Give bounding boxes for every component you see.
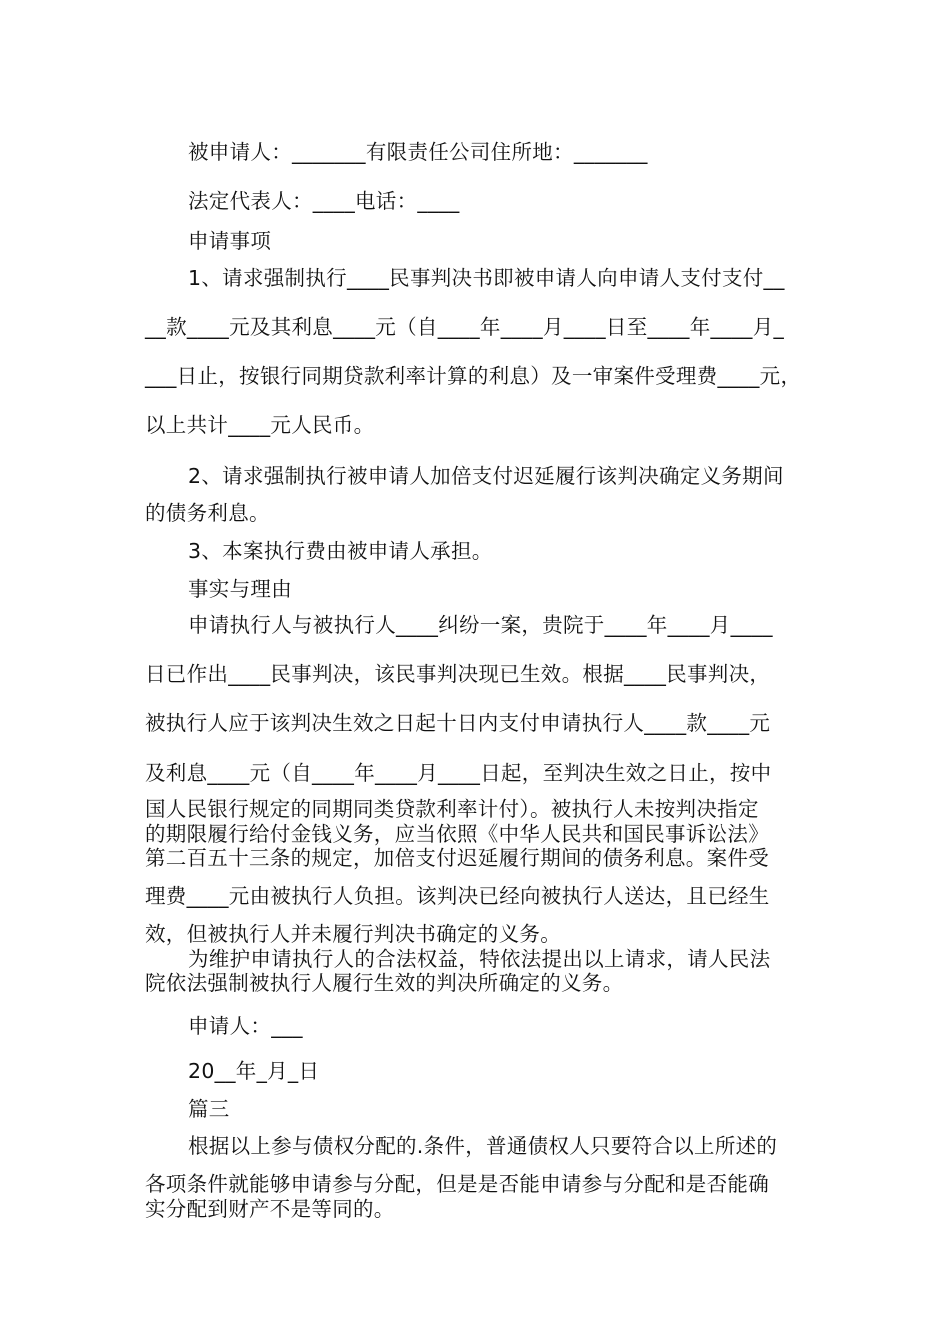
claim-1-line-3: ___日止，按银行同期贷款利率计算的利息）及一审案件受理费____元， xyxy=(145,364,802,388)
claim-2-line-2: 的债务利息。 xyxy=(145,501,270,525)
date-line: 20__年_月_日 xyxy=(188,1059,320,1083)
facts-line-6: 的期限履行给付金钱义务，应当依照《中华人民共和国民事诉讼法》 xyxy=(145,822,769,846)
section-heading-facts: 事实与理由 xyxy=(188,577,292,601)
facts-line-2: 日已作出____民事判决，该民事判决现已生效。根据____民事判决， xyxy=(145,662,771,686)
claim-1-line-1: 1、请求强制执行____民事判决书即被申请人向申请人支付支付__ xyxy=(188,266,785,290)
respondent-line: 被申请人：_______有限责任公司住所地：_______ xyxy=(188,140,648,164)
part-three-line-1: 根据以上参与债权分配的.条件，普通债权人只要符合以上所述的 xyxy=(188,1134,778,1158)
claim-1-line-2: __款____元及其利息____元（自____年____月____日至____年____月_ xyxy=(145,315,785,339)
section-heading-part-three: 篇三 xyxy=(188,1097,230,1121)
part-three-line-2: 各项条件就能够申请参与分配，但是是否能申请参与分配和是否能确 xyxy=(145,1172,769,1196)
claim-2-line-1: 2、请求强制执行被申请人加倍支付迟延履行该判决确定义务期间 xyxy=(188,464,784,488)
claim-1-line-4: 以上共计____元人民币。 xyxy=(145,413,375,437)
part-three-line-3: 实分配到财产不是等同的。 xyxy=(145,1197,395,1221)
facts-line-9: 效，但被执行人并未履行判决书确定的义务。 xyxy=(145,922,561,946)
facts-line-5: 国人民银行规定的同期同类贷款利率计付）。被执行人未按判决指定 xyxy=(145,797,759,821)
facts-line-1: 申请执行人与被执行人____纠纷一案，贵院于____年____月____ xyxy=(188,613,773,637)
facts-line-7: 第二百五十三条的规定，加倍支付迟延履行期间的债务利息。案件受 xyxy=(145,846,769,870)
applicant-signature-line: 申请人：___ xyxy=(188,1014,303,1038)
facts-line-4: 及利息____元（自____年____月____日起，至判决生效之日止，按中 xyxy=(145,761,772,785)
request-line-2: 院依法强制被执行人履行生效的判决所确定的义务。 xyxy=(145,971,624,995)
request-line-1: 为维护申请执行人的合法权益，特依法提出以上请求，请人民法 xyxy=(188,947,771,971)
section-heading-claims: 申请事项 xyxy=(188,229,272,253)
legal-rep-line: 法定代表人：____电话：____ xyxy=(188,189,460,213)
facts-line-3: 被执行人应于该判决生效之日起十日内支付申请执行人____款____元 xyxy=(145,711,771,735)
facts-line-8: 理费____元由被执行人负担。该判决已经向被执行人送达，且已经生 xyxy=(145,884,770,908)
claim-3-line: 3、本案执行费由被申请人承担。 xyxy=(188,539,493,563)
